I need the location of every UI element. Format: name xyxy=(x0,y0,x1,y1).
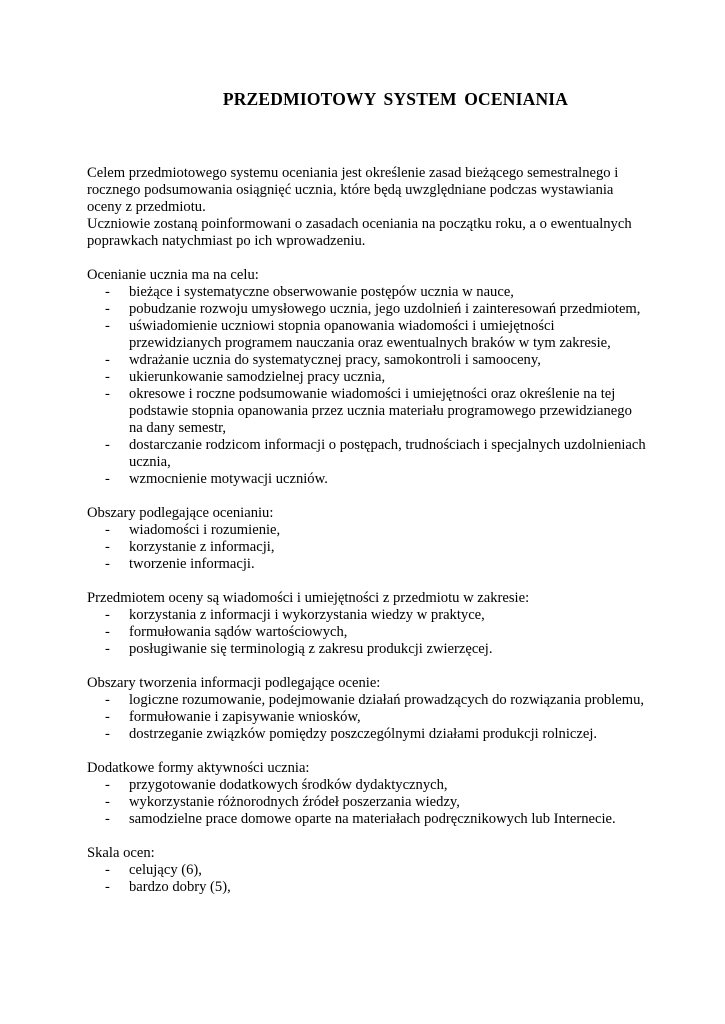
list-item: - celujący (6), xyxy=(87,862,647,879)
list-item: - bieżące i systematyczne obserwowanie postępów ucznia w nauce, xyxy=(87,284,647,301)
section-heading: Obszary tworzenia informacji podlegające ocenie: xyxy=(87,675,381,691)
list-item: - logiczne rozumowanie, podejmowanie działań prowadzących do rozwiązania problemu, xyxy=(87,692,647,709)
list-item: - posługiwanie się terminologią z zakresu produkcji zwierzęcej. xyxy=(87,641,647,658)
list-item: - formułowania sądów wartościowych, xyxy=(87,624,647,641)
section-heading: Skala ocen: xyxy=(87,845,155,861)
bullet-list xyxy=(87,607,647,658)
list-item: - okresowe i roczne podsumowanie wiadomości i umiejętności oraz określenie na tej podstawie stopnia opanowania przez ucznia materiału programowego przewidzianego na dany semestr, xyxy=(87,386,647,437)
list-item: - bardzo dobry (5), xyxy=(87,879,647,896)
bullet-list xyxy=(87,862,647,896)
bullet-list xyxy=(87,692,647,743)
section-additional-activity xyxy=(87,760,647,828)
list-item: - uświadomienie uczniowi stopnia opanowania wiadomości i umiejętności przewidzianych programem nauczania oraz ewentualnych braków w tym zakresie, xyxy=(87,318,647,352)
list-item: - wzmocnienie motywacji uczniów. xyxy=(87,471,647,488)
section-information-creation xyxy=(87,675,647,743)
section-heading: Ocenianie ucznia ma na celu: xyxy=(87,267,259,283)
list-item: - korzystania z informacji i wykorzystania wiedzy w praktyce, xyxy=(87,607,647,624)
list-item: - tworzenie informacji. xyxy=(87,556,647,573)
list-item: - dostrzeganie związków pomiędzy poszczególnymi działami produkcji rolniczej. xyxy=(87,726,647,743)
document-body xyxy=(87,165,647,896)
section-grade-scale xyxy=(87,845,647,896)
list-item: - pobudzanie rozwoju umysłowego ucznia, jego uzdolnień i zainteresowań przedmiotem, xyxy=(87,301,647,318)
section-assessed-areas xyxy=(87,505,647,573)
list-item: - dostarczanie rodzicom informacji o postępach, trudnościach i specjalnych uzdolnieniach ucznia, xyxy=(87,437,647,471)
section-heading: Obszary podlegające ocenianiu: xyxy=(87,505,274,521)
section-heading: Dodatkowe formy aktywności ucznia: xyxy=(87,760,310,776)
intro-paragraph: Uczniowie zostaną poinformowani o zasadach oceniania na początku roku, a o ewentualnych poprawkach natychmiast po ich wprowadzeniu. xyxy=(87,216,632,249)
page-title: PRZEDMIOTOWY SYSTEM OCENIANIA xyxy=(222,89,569,109)
list-item: - przygotowanie dodatkowych środków dydaktycznych, xyxy=(87,777,647,794)
list-item: - wdrażanie ucznia do systematycznej pracy, samokontroli i samooceny, xyxy=(87,352,647,369)
list-item: - samodzielne prace domowe oparte na materiałach podręcznikowych lub Internecie. xyxy=(87,811,647,828)
bullet-list xyxy=(87,284,647,488)
intro-paragraph: Celem przedmiotowego systemu oceniania jest określenie zasad bieżącego semestralnego i rocznego podsumowania osiągnięć ucznia, które będą uwzględniane podczas wystawiania oceny z przedmiotu. xyxy=(87,165,619,215)
list-item: - ukierunkowanie samodzielnej pracy ucznia, xyxy=(87,369,647,386)
list-item: - wykorzystanie różnorodnych źródeł poszerzania wiedzy, xyxy=(87,794,647,811)
bullet-list xyxy=(87,522,647,573)
section-assessment-subject xyxy=(87,590,647,658)
list-item: - korzystanie z informacji, xyxy=(87,539,647,556)
bullet-list xyxy=(87,777,647,828)
list-item: - wiadomości i rozumienie, xyxy=(87,522,647,539)
section-heading: Przedmiotem oceny są wiadomości i umiejętności z przedmiotu w zakresie: xyxy=(87,590,530,606)
list-item: - formułowanie i zapisywanie wniosków, xyxy=(87,709,647,726)
section-goals xyxy=(87,267,647,488)
